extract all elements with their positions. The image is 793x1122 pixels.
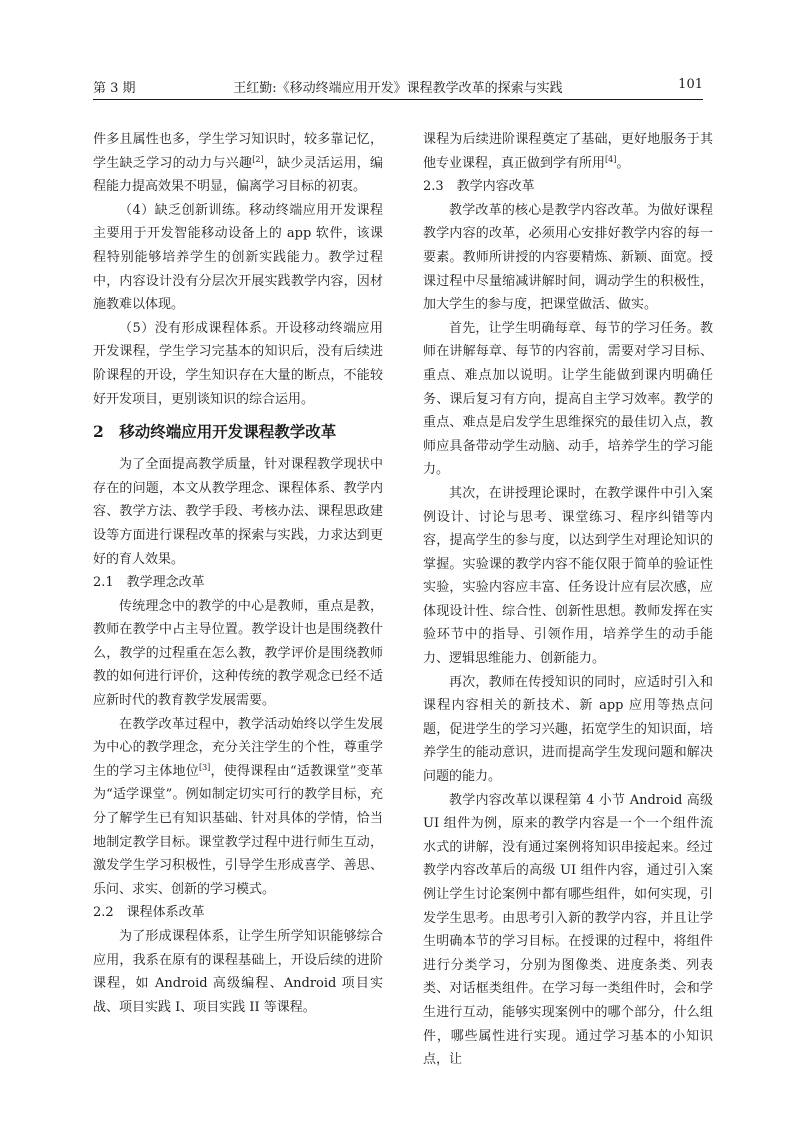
citation: [3]	[198, 762, 211, 772]
running-header	[93, 77, 703, 97]
section-heading: 2 移动终端应用开发课程教学改革	[93, 422, 337, 442]
citation: [2]	[252, 154, 264, 164]
issue-number: 第 3 期	[93, 81, 136, 96]
paragraph: 其次，在讲授理论课时，在教学课件中引入案例设计、讨论与思考、课堂练习、程序纠错等内容，提高学生的参与度，以达到学生对理论知识的掌握。实验课的教学内容不能仅限于简单的验证性实验，实验内容应丰富、任务设计应有层次感，应体现设计性、综合性、创新性思想。教师发挥在实验环节中的指导、引领作用，培养学生的动手能力、逻辑思维能力、创新能力。	[423, 485, 713, 667]
paragraph: 再次，教师在传授知识的同时，应适时引入和课程内容相关的新技术、新 app 应用等热点问题，促进学生的学习兴趣，拓宽学生的知识面，培养学生的能动意识，进而提高学生发现问题和解决问题的能力。	[423, 674, 713, 785]
citation: [4]	[605, 154, 617, 164]
left-column	[93, 128, 383, 1019]
paragraph: （5）没有形成课程体系。开设移动终端应用开发课程，学生学习完基本的知识后，没有后续进阶课程的开设，学生知识存在大量的断点，不能较好开发项目，更别谈知识的综合运用。	[93, 320, 383, 407]
running-title: 王红勤:《移动终端应用开发》课程教学改革的探索与实践	[233, 81, 563, 96]
subsection-heading: 2.2 课程体系改革	[93, 905, 205, 921]
paragraph: 课程为后续进阶课程奠定了基础，更好地服务于其他专业课程，真正做到学有所用[4]。	[423, 132, 713, 171]
paragraph: 为了形成课程体系，让学生所学知识能够综合应用，我系在原有的课程基础上，开设后续的进阶课程，如 Android 高级编程、Android 项目实战、项目实践 I、项目实践 II 等课程。	[93, 929, 383, 1015]
right-column	[423, 128, 713, 1072]
paragraph: 为了全面提高教学质量，针对课程教学现状中存在的问题，本文从教学理念、课程体系、教学内容、教学方法、教学手段、考核办法、课程思政建设等方面进行课程改革的探索与实践，力求达到更好的育人效果。	[93, 457, 383, 567]
paragraph: 件多且属性也多，学生学习知识时，较多靠记忆，学生缺乏学习的动力与兴趣[2]，缺少灵活运用，编程能力提高效果不明显，偏离学习目标的初衷。	[93, 132, 383, 195]
paragraph: 首先，让学生明确每章、每节的学习任务。教师在讲解每章、每节的内容前，需要对学习目标、重点、难点加以说明。让学生能做到课内明确任务、课后复习有方向，提高自主学习效率。教学的重点、难点是启发学生思维探究的最佳切入点，教师应具备带动学生动脑、动手，培养学生的学习能力。	[423, 320, 713, 478]
paragraph: 传统理念中的教学的中心是教师，重点是教，教师在教学中占主导位置。教学设计也是围绕教什么，教学的过程重在怎么教，教学评价是围绕教师教的如何进行评价，这种传统的教学观念已经不适应新时代的教育教学发展需要。	[93, 598, 383, 709]
page-number: 101	[678, 77, 703, 92]
subsection-heading: 2.3 教学内容改革	[423, 179, 535, 195]
paragraph: 在教学改革过程中，教学活动始终以学生发展为中心的教学理念，充分关注学生的个性，尊重学生的学习主体地位[3]，使得课程由“适教课堂”变革为“适学课堂”。例如制定切实可行的教学目标，充分了解学生已有知识基础、针对具体的学情，恰当地制定教学目标。课堂教学过程中进行师生互动，激发学生学习积极性，引导学生形成喜学、善思、乐问、求实、创新的学习模式。	[93, 716, 383, 897]
header-rule	[93, 99, 703, 100]
subsection-heading: 2.1 教学理念改革	[93, 575, 205, 591]
paragraph: （4）缺乏创新训练。移动终端应用开发课程主要用于开发智能移动设备上的 app 软件，该课程特别能够培养学生的创新实践能力。教学过程中，内容设计没有分层次开展实践教学内容，因材施教难以体现。	[93, 202, 383, 313]
paragraph: 教学改革的核心是教学内容改革。为做好课程教学内容的改革，必须用心安排好教学内容的每一要素。教师所讲授的内容要精炼、新颖、面宽。授课过程中尽量缩减讲解时间，调动学生的积极性，加大学生的参与度，把课堂做活、做实。	[423, 202, 713, 313]
paragraph: 教学内容改革以课程第 4 小节 Android 高级 UI 组件为例，原来的教学内容是一个一个组件流水式的讲解，没有通过案例将知识串接起来。经过教学内容改革后的高级 UI 组件内容，通过引入案例让学生讨论案例中都有哪些组件，如何实现，引发学生思考。由思考引入新的教学内容，并且让学生明确本节的学习目标。在授课的过程中，将组件进行分类学习，分别为图像类、进度条类、列表类、对话框类组件。在学习每一类组件时，会和学生进行互动，能够实现案例中的哪个部分，什么组件，哪些属性进行实现。通过学习基本的小知识点，让	[423, 792, 713, 1068]
